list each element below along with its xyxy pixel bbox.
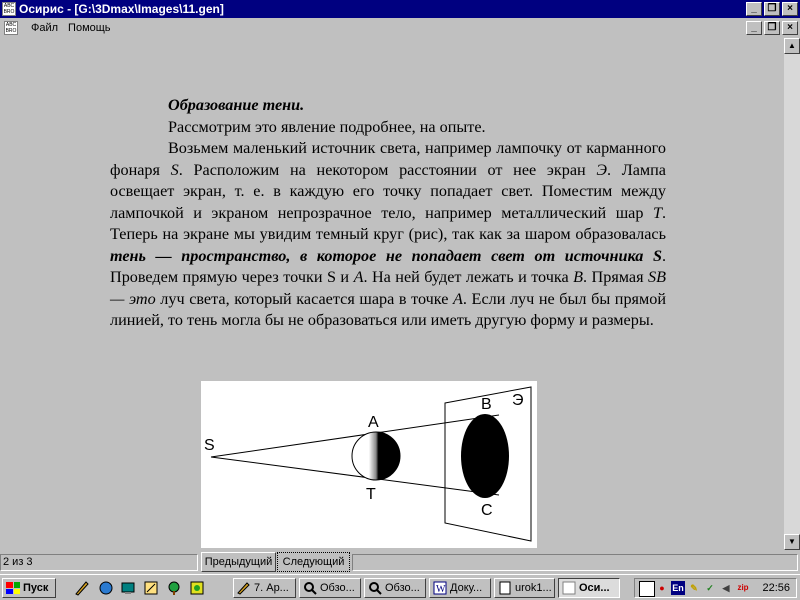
label-b: B (481, 396, 492, 413)
windows-logo-icon (6, 582, 20, 594)
status-bar-panel (352, 554, 798, 571)
quicklaunch-net-icon[interactable] (98, 580, 114, 596)
svg-text:W: W (436, 584, 446, 595)
previous-page-button[interactable]: Предыдущий (201, 552, 276, 572)
doc-close-button[interactable]: × (782, 21, 798, 35)
menu-help[interactable]: Помощь (68, 21, 111, 34)
task-button-1[interactable]: 7. Ар... (233, 578, 296, 598)
tray-volume-icon[interactable]: ◀ (722, 583, 730, 593)
article-heading: Образование тени. (168, 96, 305, 114)
task-button-5[interactable]: urok1... (494, 578, 555, 598)
shadow-diagram (201, 381, 537, 548)
task-button-3[interactable]: Обзо... (364, 578, 426, 598)
quicklaunch-monitor-icon[interactable] (120, 580, 136, 596)
vertical-scrollbar[interactable] (784, 38, 800, 550)
restore-button[interactable]: ❐ (764, 2, 780, 16)
start-button[interactable]: Пуск (2, 578, 56, 598)
label-c: C (481, 502, 493, 519)
minimize-button[interactable]: _ (746, 2, 762, 16)
quicklaunch-pencil-icon[interactable] (74, 580, 90, 596)
tray-display-icon[interactable] (639, 581, 655, 597)
close-button[interactable]: × (782, 2, 798, 16)
quicklaunch-tree-icon[interactable] (166, 580, 182, 596)
quicklaunch-edit-icon[interactable] (143, 580, 159, 596)
label-s: S (204, 437, 215, 454)
next-page-button[interactable]: Следующий (277, 552, 350, 572)
tray-tools-icon[interactable]: ✎ (690, 583, 698, 593)
label-e: Э (512, 392, 524, 409)
task-button-6[interactable]: Оси... (558, 578, 620, 598)
tray-language-icon[interactable]: En (672, 583, 684, 593)
shadow-definition: тень — пространство, в которое не попадает свет от источника S (110, 246, 662, 265)
article-text (110, 95, 666, 332)
doc-restore-button[interactable]: ❐ (764, 21, 780, 35)
app-icon[interactable]: ABC BRO (3, 3, 15, 15)
label-a: A (368, 414, 379, 431)
article-paragraph-1: Рассмотрим это явление подробнее, на опыте. (168, 117, 486, 136)
tray-check-icon[interactable]: ✓ (706, 583, 714, 593)
taskbar (0, 574, 800, 600)
task-button-4[interactable]: W Доку... (429, 578, 491, 598)
opaque-ball (352, 432, 400, 480)
menu-file[interactable]: Файл (31, 21, 59, 34)
system-tray (634, 578, 797, 598)
menu-bar (0, 18, 800, 37)
page-counter: 2 из 3 (0, 554, 198, 571)
shadow-ellipse (461, 414, 509, 498)
tray-zip-icon[interactable]: zip (737, 583, 749, 592)
quicklaunch-app-icon[interactable] (189, 580, 205, 596)
tray-network-icon[interactable]: ● (659, 583, 665, 593)
title-bar (0, 0, 800, 18)
clock[interactable]: 22:56 (762, 582, 790, 594)
article-paragraph-2: Возьмем маленький источник света, например лампочку от карманного фонаря S. Расположим на некотором расстоянии от нее экран Э. Лампа освещает экран, т. е. в каждую его точку попадает свет. Поместим между лампочкой и экраном непрозрачное тело, например металлический шар T. Теперь на экране мы увидим темный круг (рис), так как за шаром образовалась тень — пространство, в которое не попадает свет от источника S. Проведем прямую через точки S и А. На ней будет лежать и точка В. Прямая SB — это луч света, который касается шара в точке А. Если луч не был бы прямой линией, то тень могла бы не образоваться или иметь другую форму и размеры. (110, 139, 667, 329)
label-t: T (366, 486, 376, 503)
scroll-down-button[interactable]: ▼ (784, 534, 800, 550)
task-button-2[interactable]: Обзо... (299, 578, 361, 598)
window-title: Осирис - [G:\3Dmax\Images\11.gen] (19, 2, 224, 16)
document-icon[interactable]: ABC BRO (5, 21, 17, 34)
scroll-up-button[interactable]: ▲ (784, 38, 800, 54)
doc-minimize-button[interactable]: _ (746, 21, 762, 35)
